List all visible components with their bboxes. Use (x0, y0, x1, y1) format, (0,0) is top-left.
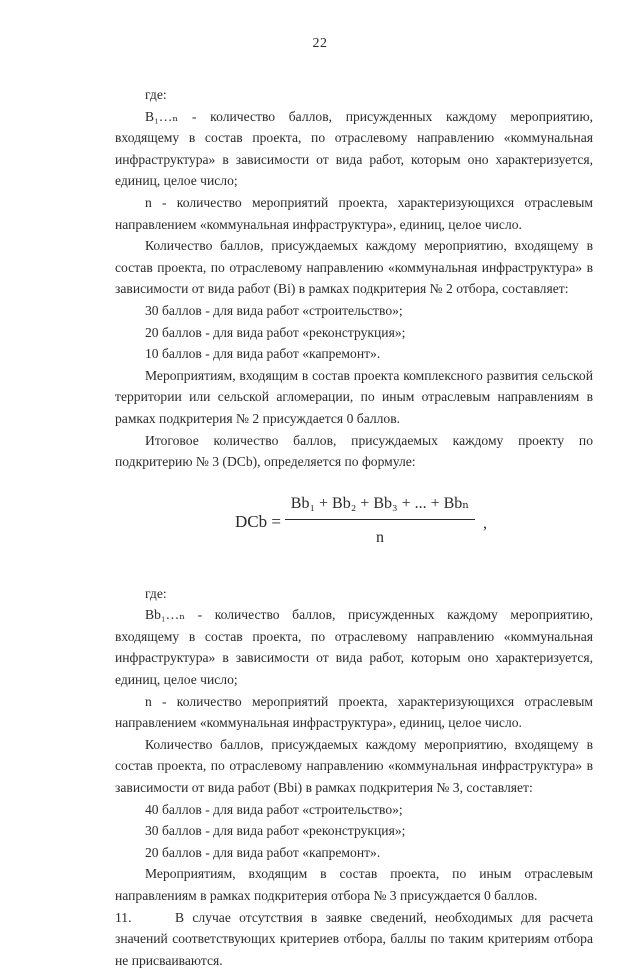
where-label-1: где: (145, 87, 167, 102)
n-definition-2: n - количество мероприятий проекта, характеризующихся отраслевым направлением «коммунальная инфраструктура», единиц, целое число. (115, 693, 593, 731)
score-reconstruction-1: 20 баллов - для вида работ «реконструкция»; (145, 324, 406, 340)
where-label-2: где: (145, 585, 167, 601)
other-directions-1: Мероприятиям, входящим в состав проекта комплексного развития сельской территории или сельской агломерации, по иным отраслевым направлениям в рамках подкритерия № 2 присуждается 0 баллов. (115, 367, 593, 426)
score-construction-1: 30 баллов - для вида работ «строительство»; (145, 302, 403, 318)
scores-intro-2: Количество баллов, присуждаемых каждому мероприятию, входящему в состав проекта, по отраслевому направлению «коммунальная инфраструктура» в зависимости от вида работ (Bbi) в рамках подкритерия № 3, составляет: (115, 736, 593, 796)
fraction-bar (285, 519, 475, 520)
score-reconstruction-2: 30 баллов - для вида работ «реконструкция»; (145, 823, 406, 839)
total-score-intro: Итоговое количество баллов, присуждаемых каждому проекту по подкритерию № 3 (DCb), определяется по формуле: (115, 432, 593, 470)
page-number: 22 (312, 36, 328, 51)
dcb-formula (115, 487, 593, 567)
formula-lhs: DCb = (235, 511, 281, 531)
score-repair-1: 10 баллов - для вида работ «капремонт». (145, 346, 381, 362)
n-definition-1: n - количество мероприятий проекта, характеризующихся отраслевым направлением «коммунальная инфраструктура», единиц, целое число. (115, 194, 593, 232)
document-body (115, 84, 593, 971)
formula-numerator: Bb₁ + Bb₂ + Bb₃ + ... + Bbₙ (290, 494, 470, 512)
score-repair-2: 20 баллов - для вида работ «капремонт». (145, 844, 381, 860)
scores-intro-1: Количество баллов, присуждаемых каждому мероприятию, входящему в состав проекта, по отраслевому направлению «коммунальная инфраструктура» в зависимости от вида работ (Bi) в рамках подкритерия № 2 отбора, составляет: (115, 238, 593, 297)
formula-denominator: n (376, 528, 384, 546)
formula-comma: , (483, 514, 487, 532)
b-definition: B₁…ₙ - количество баллов, присужденных каждому мероприятию, входящему в состав проекта, по отраслевому направлению «коммунальная инфраструктура» в зависимости от вида работ, которым оно характеризуется, единиц, целое число; (115, 108, 593, 189)
item-11-number: 11. (115, 909, 132, 925)
item-11 (115, 907, 593, 971)
other-directions-2: Мероприятиям, входящим в состав проекта, по иным отраслевым направлениям в рамках подкритерия отбора № 3 присуждается 0 баллов. (115, 866, 593, 903)
bb-definition: Bb₁…ₙ - количество баллов, присужденных каждому мероприятию, входящему в состав проекта, по отраслевому направлению «коммунальная инфраструктура» в зависимости от вида работ, которым оно характеризуется, единиц, целое число; (115, 607, 593, 688)
score-construction-2: 40 баллов - для вида работ «строительство»; (145, 801, 403, 817)
item-11-text: В случае отсутствия в заявке сведений, необходимых для расчета значений соответствующих критериев отбора, баллы по таким критериям отбора не присваиваются. (115, 909, 593, 968)
